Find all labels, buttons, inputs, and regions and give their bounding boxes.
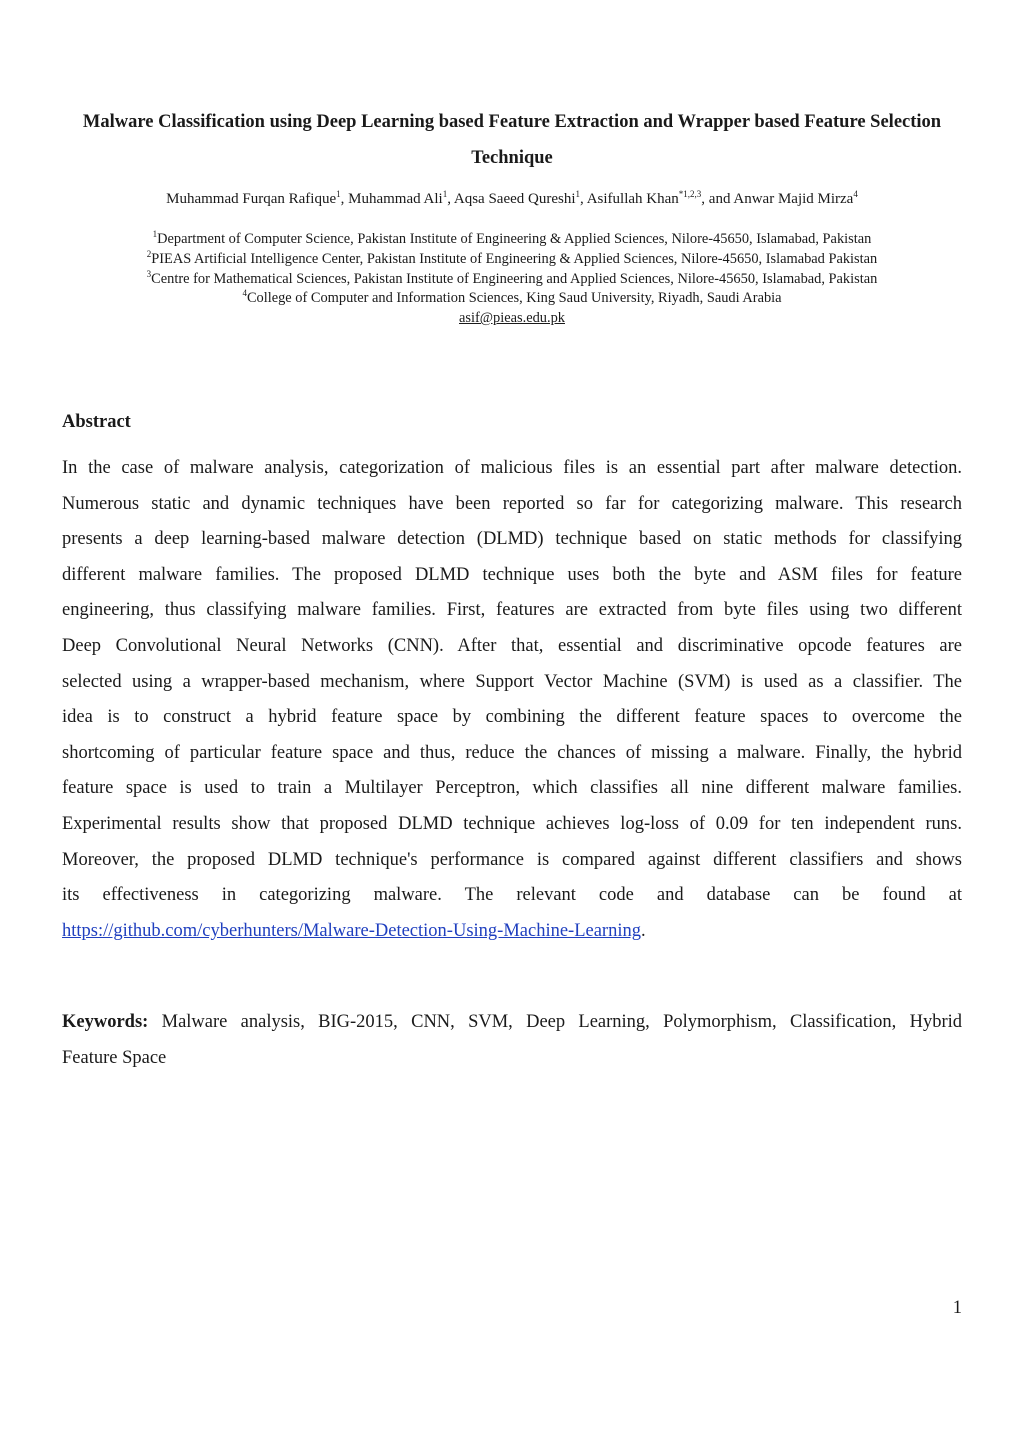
paper-title: Malware Classification using Deep Learning based Feature Extraction and Wrapper based Feature Selection Technique — [82, 112, 942, 168]
abstract-link-line: https://github.com/cyberhunters/Malware-Detection-Using-Machine-Learning. — [62, 920, 646, 941]
abstract-line: Experimental results show that proposed DLMD technique achieves log-loss of 0.09 for ten independent runs. — [62, 813, 962, 834]
abstract-line: Moreover, the proposed DLMD technique's performance is compared against different classifiers and shows — [62, 849, 962, 870]
abstract-line: Numerous static and dynamic techniques have been reported so far for categorizing malware. This research — [62, 493, 962, 514]
keywords-line: Feature Space — [62, 1047, 167, 1068]
page-number: 1 — [952, 1298, 962, 1318]
abstract-line: different malware families. The proposed DLMD technique uses both the byte and ASM files for feature — [62, 564, 962, 585]
affiliation: $^2$PIEAS Artificial Intelligence Center, Pakistan Institute of Engineering & Applied Sciences, Nilore-45650, Islamabad Pakistan — [146, 249, 878, 267]
abstract-line: idea is to construct a hybrid feature space by combining the different feature spaces to overcome the — [62, 707, 962, 728]
affiliation: $^3$Centre for Mathematical Sciences, Pakistan Institute of Engineering and Applied Sciences, Nilore-45650, Islamabad, Pakistan — [146, 268, 878, 287]
author: Muhammad Ali$^1$, — [348, 189, 454, 207]
abstract-line: its effectiveness in categorizing malware. The relevant code and database can be found at — [62, 885, 962, 906]
abstract-line: shortcoming of particular feature space and thus, reduce the chances of missing a malware. Finally, the hybrid — [62, 742, 962, 763]
author: Aqsa Saeed Qureshi$^1$, — [453, 189, 587, 207]
abstract-line: In the case of malware analysis, categorization of malicious files is an essential part after malware detection. — [62, 458, 962, 478]
github-link[interactable]: https://github.com/cyberhunters/Malware-Detection-Using-Machine-Learning — [62, 920, 641, 941]
affiliation: $^1$Department of Computer Science, Pakistan Institute of Engineering & Applied Sciences, Nilore-45650, Islamabad, Pakistan — [152, 229, 872, 247]
abstract-line: engineering, thus classifying malware families. First, features are extracted from byte files using two different — [62, 600, 962, 621]
keywords-section — [62, 1005, 962, 1076]
abstract-line: feature space is used to train a Multilayer Perceptron, which classifies all nine different malware families. — [62, 778, 962, 799]
abstract-line: presents a deep learning-based malware detection (DLMD) technique based on static methods for classifying — [62, 529, 962, 550]
affiliation-list — [40, 230, 984, 329]
author: Asifullah Khan$^{*1,2,3}$, and — [586, 189, 734, 207]
contact-email[interactable]: asif@pieas.edu.pk — [459, 310, 565, 327]
keywords-label: Keywords: — [62, 1012, 149, 1032]
affiliation: $^4$College of Computer and Information Sciences, King Saud University, Riyadh, Saudi Arabia — [242, 288, 782, 307]
abstract-body — [62, 451, 962, 949]
author-list — [40, 189, 984, 209]
author: Muhammad Furqan Rafique$^1$, — [166, 189, 349, 207]
abstract-line: selected using a wrapper-based mechanism, where Support Vector Machine (SVM) is used as a classifier. The — [62, 671, 962, 692]
keywords-line: Keywords: Malware analysis, BIG-2015, CNN, SVM, Deep Learning, Polymorphism, Classification, Hybrid — [62, 1012, 963, 1032]
abstract-line: Deep Convolutional Neural Networks (CNN). After that, essential and discriminative opcode features are — [62, 635, 962, 656]
abstract-heading: Abstract — [62, 412, 131, 432]
author: Anwar Majid Mirza$^4$ — [733, 189, 858, 207]
